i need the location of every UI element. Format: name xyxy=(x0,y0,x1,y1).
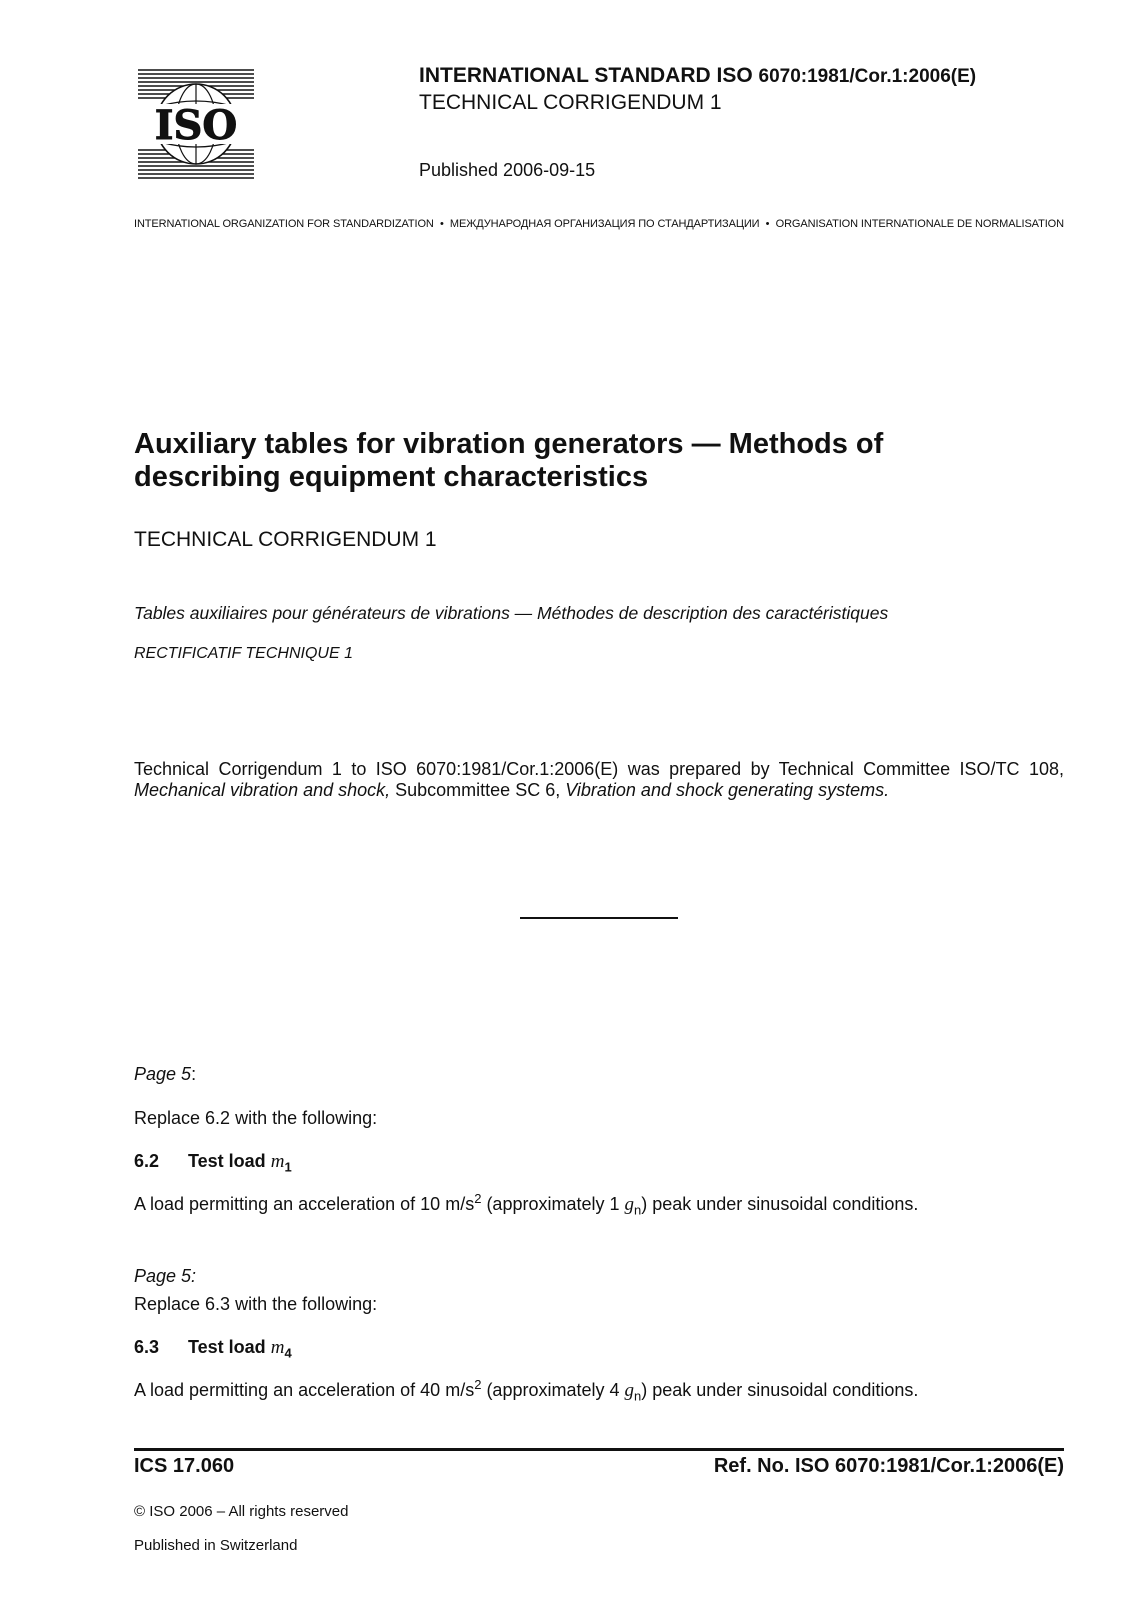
org-name-russian: МЕЖДУНАРОДНАЯ ОРГАНИЗАЦИЯ ПО СТАНДАРТИЗАЦИИ xyxy=(449,218,760,230)
ics-code: ICS 17.060 xyxy=(134,1455,235,1477)
replace-instruction: Replace 6.3 with the following: xyxy=(134,1294,378,1314)
organization-names xyxy=(134,218,1064,230)
replace-instruction: Replace 6.2 with the following: xyxy=(134,1108,378,1128)
committee-title: Mechanical vibration and shock, xyxy=(134,780,391,800)
preparation-statement: Technical Corrigendum 1 to ISO 6070:1981/Cor.1:2006(E) was prepared by Technical Committee ISO/TC 108, Mechanical vibration and shock, Subcommittee SC 6, Vibration and shock generating systems. xyxy=(134,759,1064,800)
page-reference: Page 5: xyxy=(134,1266,197,1286)
document-subtitle: TECHNICAL CORRIGENDUM 1 xyxy=(134,528,437,551)
bullet-separator: • xyxy=(439,218,444,230)
footer-rule xyxy=(134,1448,1064,1451)
published-in: Published in Switzerland xyxy=(134,1537,298,1554)
iso-logo xyxy=(138,68,254,180)
corrigendum-label: TECHNICAL CORRIGENDUM 1 xyxy=(419,91,722,114)
page-reference: Page 5: xyxy=(134,1064,197,1084)
french-title: Tables auxiliaires pour générateurs de vibrations — Méthodes de description des caractéristiques xyxy=(134,603,889,623)
standard-label: INTERNATIONAL STANDARD ISO 6070:1981/Cor.1:2006(E) xyxy=(419,64,977,87)
copyright-notice: © ISO 2006 – All rights reserved xyxy=(134,1503,349,1520)
org-name-french: ORGANISATION INTERNATIONALE DE NORMALISATION xyxy=(775,218,1064,230)
reference-number: Ref. No. ISO 6070:1981/Cor.1:2006(E) xyxy=(713,1455,1064,1477)
published-date: Published 2006-09-15 xyxy=(419,160,596,180)
bullet-separator: • xyxy=(765,218,770,230)
clause-heading: 6.2 Test load $m_1$ xyxy=(134,1151,292,1175)
clause-text: A load permitting an acceleration of 40 $m/s^2$ (approximately 4 $g_n$) peak under sinusoidal conditions. xyxy=(134,1377,919,1404)
clause-heading: 6.3 Test load $m_4$ xyxy=(134,1337,292,1361)
document-title: Auxiliary tables for vibration generators — Methods of describing equipment characteristics xyxy=(134,428,884,493)
svg-text:ISO: ISO xyxy=(154,102,238,149)
french-subtitle: RECTIFICATIF TECHNIQUE 1 xyxy=(134,645,353,662)
subcommittee-title: Vibration and shock generating systems. xyxy=(565,780,890,800)
clause-text: A load permitting an acceleration of 10 $m/s^2$ (approximately 1 $g_n$) peak under sinusoidal conditions. xyxy=(134,1191,919,1218)
org-name-english: INTERNATIONAL ORGANIZATION FOR STANDARDIZATION xyxy=(134,218,434,230)
standard-number: 6070:1981/Cor.1:2006(E) xyxy=(758,66,977,87)
separator-rule xyxy=(520,917,678,919)
